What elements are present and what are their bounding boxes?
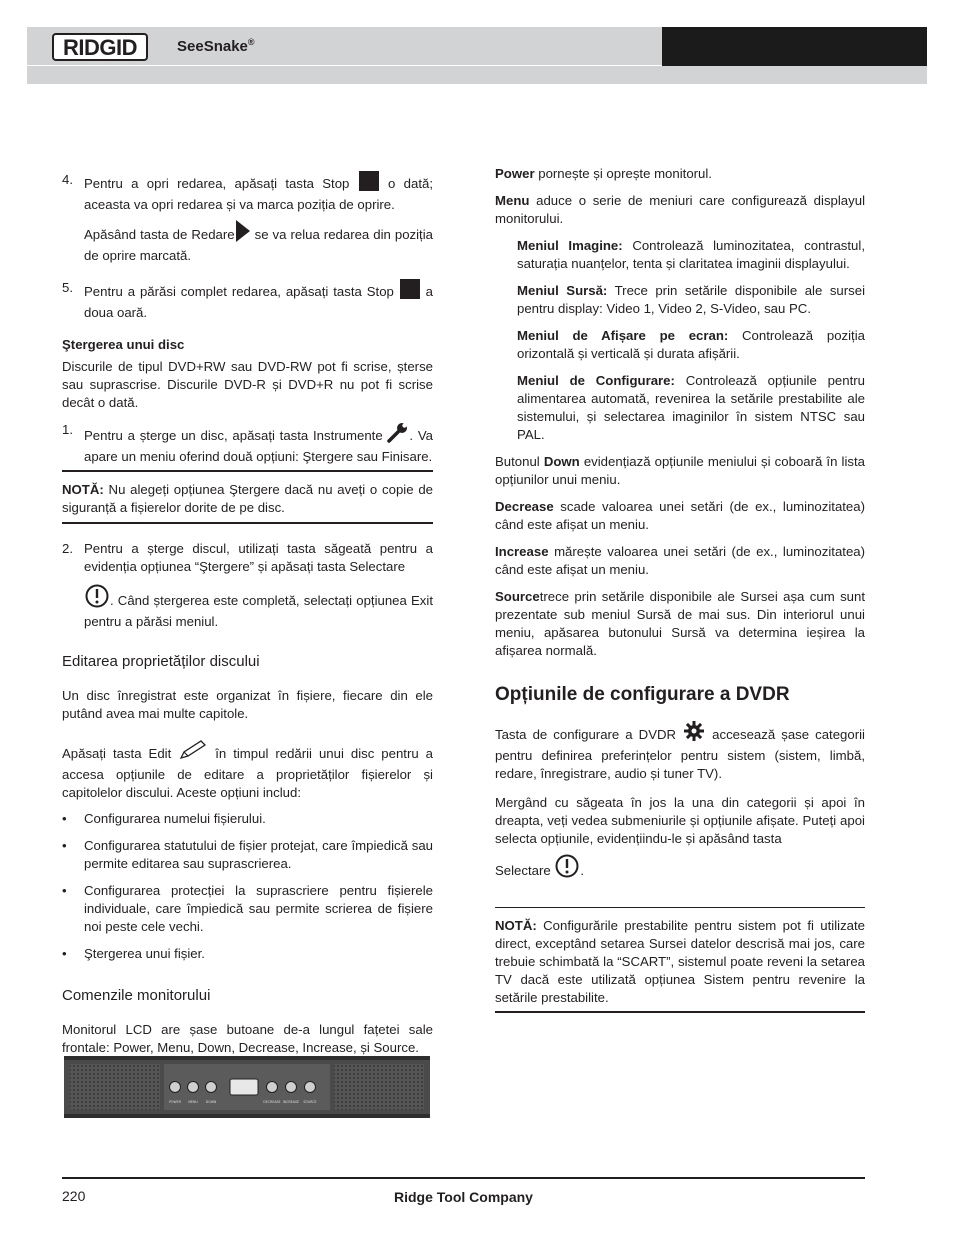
dvdr-heading: Opțiunile de configurare a DVDR [495,684,790,705]
note-rule-top [62,470,433,472]
monitor-front-panel-image [64,1056,430,1118]
step-5: 5. Pentru a părăsi complet redarea, apăsați tasta Stop a doua oară. [62,280,433,320]
navigation-paragraph: Mergând cu săgeata în jos la una din categorii și apoi în dreapta, veți vedea submeniurile și opțiunile afișate. Puteți apoi selecta opțiunile, evidențiindu-le și apăsând tasta [495,795,865,846]
wrench-icon [387,421,409,448]
edit-heading: Editarea proprietăților discului [62,653,260,670]
monitor-label-increase: INCREASE [283,1100,299,1104]
footer-rule [62,1177,865,1179]
left-column-lower [62,540,433,1057]
stop-icon [358,171,380,196]
select-icon [554,854,580,883]
monitor-label-power: POWER [169,1100,181,1104]
options-list [62,810,433,963]
dvdr-setup-paragraph: Tasta de configurare a DVDR accesează șase categorii pentru definirea preferințelor pentru sistem (sistem, limbă, redare, înregistrare, audio și tuner TV). [495,720,865,783]
down-description: Butonul Down evidențiază opțiunile meniului și coboară în lista opțiunilor unui meniu. [495,454,865,487]
erase-paragraph: Discurile de tipul DVD+RW sau DVD-RW pot fi scrise, șterse sau suprascrise. Discurile DVD-R și DVD+R nu pot fi scrise decât o dată. [62,359,433,410]
company-name: Ridge Tool Company [394,1189,533,1205]
setup-icon [682,720,706,747]
header-black-tab [662,27,927,66]
source-description: Sourcetrece prin setările disponibile ale Sursei așa cum sunt prezentate sub meniul Sursă de mai sus. Din interiorul unui meniu, apăsarea butonului Sursă va determina ieșirea la afișarea normală. [495,589,865,658]
monitor-label-decrease: DECREASE [263,1100,281,1104]
decrease-description: Decrease scade valoarea unei setări (de ex., luminozitatea) când este afișat un meniu. [495,499,865,532]
left-column [62,171,433,466]
note2-rule-top [495,907,865,908]
page-number: 220 [62,1188,86,1204]
source-menu: Meniul Sursă: Trece prin setările disponibile ale sursei pentru display: Video 1, Video 2, S-Video, sau PC. [517,283,865,316]
note2-rule-bottom [495,1011,865,1013]
edit-paragraph: Un disc înregistrat este organizat în fișiere, fiecare din ele putând avea mai multe capitole. [62,688,433,721]
erase-step-2: 2. Pentru a șterge discul, utilizați tasta săgeată pentru a evidenția opțiunea “Ştergere” și apăsați tasta Selectare . Când ștergerea este completă, selectați opțiunea Exit pentru a părăsi meniul. [62,541,433,629]
note-1: NOTĂ: Nu alegeți opțiunea Ştergere dacă nu aveți o copie de siguranță a fișierelor dorite de pe disc. [62,482,433,515]
ridgid-logo [52,32,148,62]
pencil-icon [178,739,208,766]
stop-icon [399,279,421,304]
list-item: • Configurarea numelui fișierului. [62,811,266,826]
play-icon [235,220,251,247]
monitor-heading: Comenzile monitorului [62,987,211,1004]
list-item: • Configurarea protecției la suprascriere pentru fișierele individuale, care împiedică sau permite scrierea de fișiere noi peste cele vechi. [62,883,433,934]
monitor-paragraph: Monitorul LCD are șase butoane de-a lungul fațetei sale frontale: Power, Menu, Down, Decrease, Increase, și Source. [62,1022,433,1055]
list-item: • Ştergerea unui fișier. [62,946,205,961]
monitor-label-menu: MENU [188,1100,198,1104]
osd-menu: Meniul de Afișare pe ecran: Controlează poziția orizontală și verticală și durata afișării. [517,328,865,361]
menu-description: Menu aduce o serie de meniuri care configurează displayul monitorului. [495,193,865,226]
monitor-label-source: SOURCE [303,1100,317,1104]
erase-step-1: 1. Pentru a șterge un disc, apăsați tasta Instrumente . Va apare un meniu oferind două opțiuni: Ştergere sau Finisare. [62,422,433,464]
edit-instructions: Apăsați tasta Edit în timpul redării unui disc pentru a accesa opțiunile de editare a proprietăților fișierelor și capitolelor discului. Aceste opțiuni includ: [62,739,433,802]
picture-menu: Meniul Imagine: Controlează luminozitatea, contrastul, saturația nuanțelor, tenta și claritatea imaginii displayului. [517,238,865,271]
right-column [495,165,865,883]
header-divider [27,65,662,66]
increase-description: Increase mărește valoarea unei setări (de ex., luminozitatea) când este afișat un meniu. [495,544,866,577]
list-item: • Configurarea statutului de fișier protejat, care împiedică sau permite editarea sau suprascrierea. [62,838,433,871]
note-rule-bottom [62,522,433,524]
select-icon [84,584,110,613]
step-4: 4. Pentru a opri redarea, apăsați tasta Stop o dată; aceasta va opri redarea și va marca poziția de oprire. Apăsând tasta de Redare se va relua redarea din poziția de oprire marcată. [62,172,433,263]
product-name: SeeSnake® [177,37,255,55]
monitor-label-down: DOWN [205,1100,217,1104]
setup-menu: Meniul de Configurare: Controlează opțiunile pentru alimentarea automată, revenirea la setările prestabilite ale sistemului, și selectarea imaginilor în sistem NTSC sau PAL. [517,373,865,442]
select-line: Selectare . [495,854,865,883]
note-2: NOTĂ: Configurările prestabilite pentru sistem pot fi utilizate direct, exceptând setarea Sursei datelor descrisă mai jos, care trebuie schimbată la “SCART”, sistemul poate reveni la setarea TV dacă este utilizată opțiunea Sistem pentru revenire la setările prestabilite. [495,918,865,1005]
power-description: Power pornește și oprește monitorul. [495,166,712,181]
erase-heading: Ştergerea unui disc [62,337,185,352]
logo-text: RIDGID [63,35,137,60]
